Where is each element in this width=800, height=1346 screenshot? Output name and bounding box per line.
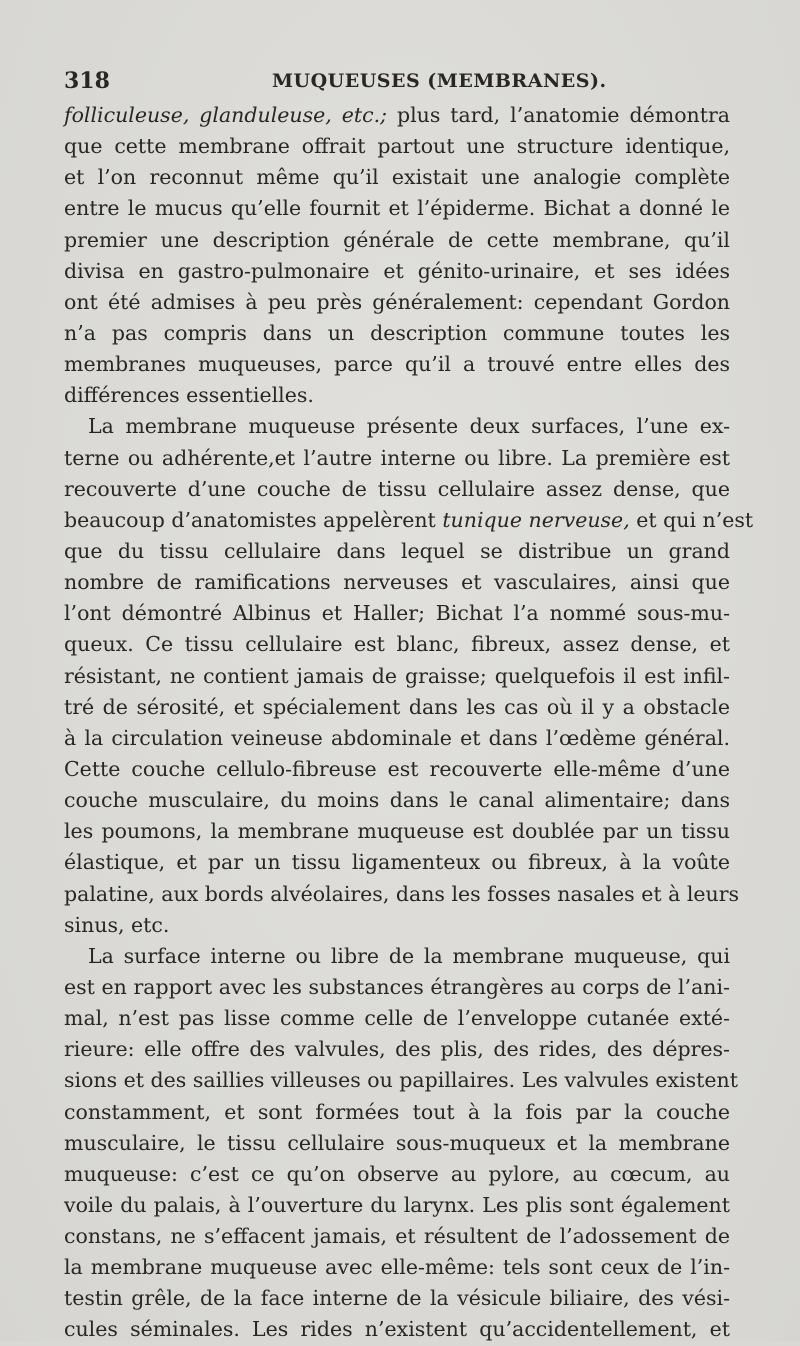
line-text: n’a pas compris dans un description commune toutes les (64, 320, 730, 345)
line-text: sinus, etc. (64, 912, 170, 937)
line-text: mal, n’est pas lisse comme celle de l’enveloppe cutanée exté- (64, 1006, 730, 1031)
line-text: premier une description générale de cette membrane, qu’il (64, 227, 730, 252)
text-line (64, 1283, 730, 1314)
text-line (64, 318, 730, 349)
line-text: couche musculaire, du moins dans le canal alimentaire; dans (64, 788, 730, 813)
text-line (64, 567, 730, 598)
text-line (64, 1097, 730, 1128)
line-text: nombre de ramifications nerveuses et vasculaires, ainsi que (64, 570, 730, 595)
text-line (64, 536, 730, 567)
text-line (64, 443, 730, 474)
page-header (64, 68, 734, 98)
body-text (64, 100, 754, 1346)
line-text: palatine, aux bords alvéolaires, dans les fosses nasales et à leurs (64, 881, 740, 906)
text-line (64, 1159, 730, 1190)
line-text: entre le mucus qu’elle fournit et l’épiderme. Bichat a donné le (64, 196, 730, 221)
line-text: queux. Ce tissu cellulaire est blanc, fibreux, assez dense, et (64, 632, 730, 657)
text-line (64, 785, 730, 816)
italic-text: tunique nerveuse, (442, 507, 630, 532)
line-text: membranes muqueuses, parce qu’il a trouvé entre elles des (64, 352, 730, 377)
italic-text: folliculeuse, glanduleuse, etc.; (64, 103, 387, 127)
line-text: voile du palais, à l’ouverture du larynx. Les plis sont également (64, 1192, 730, 1217)
line-text: Cette couche cellulo-fibreuse est recouverte elle-même d’une (64, 756, 730, 781)
text-line (64, 1128, 730, 1159)
text-line (64, 879, 740, 910)
text-line (64, 754, 730, 785)
text-line (64, 1190, 730, 1221)
line-text: constamment, et sont formées tout à la fois par la couche (64, 1099, 730, 1124)
text-line (64, 910, 730, 941)
text-line (64, 1034, 730, 1065)
text-line (64, 629, 730, 660)
line-text: que du tissu cellulaire dans lequel se distribue un grand (64, 538, 730, 563)
text-line (64, 1003, 730, 1034)
line-text: différences essentielles. (64, 383, 314, 408)
text-line (64, 131, 730, 162)
running-head: MUQUEUSES (MEMBRANES). (272, 70, 607, 92)
text-line (64, 661, 730, 692)
line-text: muqueuse: c’est ce qu’on observe au pylore, au cœcum, au (64, 1161, 730, 1186)
line-text: et l’on reconnut même qu’il existait une analogie complète (64, 165, 730, 190)
text-line (64, 1065, 738, 1096)
text-line (64, 723, 730, 754)
text-line (64, 225, 730, 256)
text-line (64, 941, 730, 972)
line-text: à la circulation veineuse abdominale et dans l’œdème général. (64, 725, 730, 750)
text-line (64, 256, 730, 287)
line-text: beaucoup d’anatomistes appelèrent (64, 507, 443, 532)
text-line (64, 1252, 730, 1283)
line-text: terne ou adhérente,et l’autre interne ou libre. La première est (64, 445, 730, 470)
text-line (64, 380, 730, 411)
text-line (64, 349, 730, 380)
line-text: La surface interne ou libre de la membrane muqueuse, qui (88, 943, 730, 968)
line-text: la membrane muqueuse avec elle-même: tels sont ceux de l’in- (64, 1255, 730, 1280)
line-text: La membrane muqueuse présente deux surfaces, l’une ex- (88, 414, 730, 439)
text-line (64, 1314, 730, 1345)
text-line (64, 162, 730, 193)
line-text: testin grêle, de la face interne de la vésicule biliaire, des vési- (64, 1286, 730, 1311)
line-text: les poumons, la membrane muqueuse est doublée par un tissu (64, 819, 730, 844)
text-line (64, 505, 754, 536)
line-text: divisa en gastro-pulmonaire et génito-urinaire, et ses idées (64, 258, 730, 283)
line-text: rieure: elle offre des valvules, des plis, des rides, des dépres- (64, 1037, 730, 1062)
line-text: cules séminales. Les rides n’existent qu’accidentellement, et (64, 1317, 730, 1342)
line-text: musculaire, le tissu cellulaire sous-muqueux et la membrane (64, 1130, 730, 1155)
line-text: et qui n’est (629, 507, 754, 532)
page-number: 318 (64, 68, 110, 94)
text-line (64, 816, 730, 847)
line-text: recouverte d’une couche de tissu cellulaire assez dense, que (64, 476, 730, 501)
text-line (64, 692, 730, 723)
text-line (64, 1221, 730, 1252)
line-text: élastique, et par un tissu ligamenteux ou fibreux, à la voûte (64, 850, 730, 875)
text-line (64, 972, 730, 1003)
line-text: que cette membrane offrait partout une structure identique, (64, 134, 730, 159)
text-line (64, 598, 730, 629)
text-line (64, 287, 730, 318)
text-line (64, 193, 730, 224)
line-text: constans, ne s’effacent jamais, et résultent de l’adossement de (64, 1224, 730, 1249)
text-line (64, 411, 730, 442)
line-text: tré de sérosité, et spécialement dans les cas où il y a obstacle (64, 694, 730, 719)
line-text: ont été admises à peu près généralement: cependant Gordon (64, 289, 730, 314)
text-line (64, 474, 730, 505)
line-text: plus tard, l’anatomie démontra (387, 103, 730, 127)
line-text: résistant, ne contient jamais de graisse; quelquefois il est infil- (64, 663, 730, 688)
line-text: est en rapport avec les substances étrangères au corps de l’ani- (64, 974, 730, 999)
text-line (64, 100, 730, 131)
line-text: sions et des saillies villeuses ou papillaires. Les valvules existent (64, 1068, 738, 1093)
line-text: l’ont démontré Albinus et Haller; Bichat l’a nommé sous-mu- (64, 601, 730, 626)
text-line (64, 847, 730, 878)
